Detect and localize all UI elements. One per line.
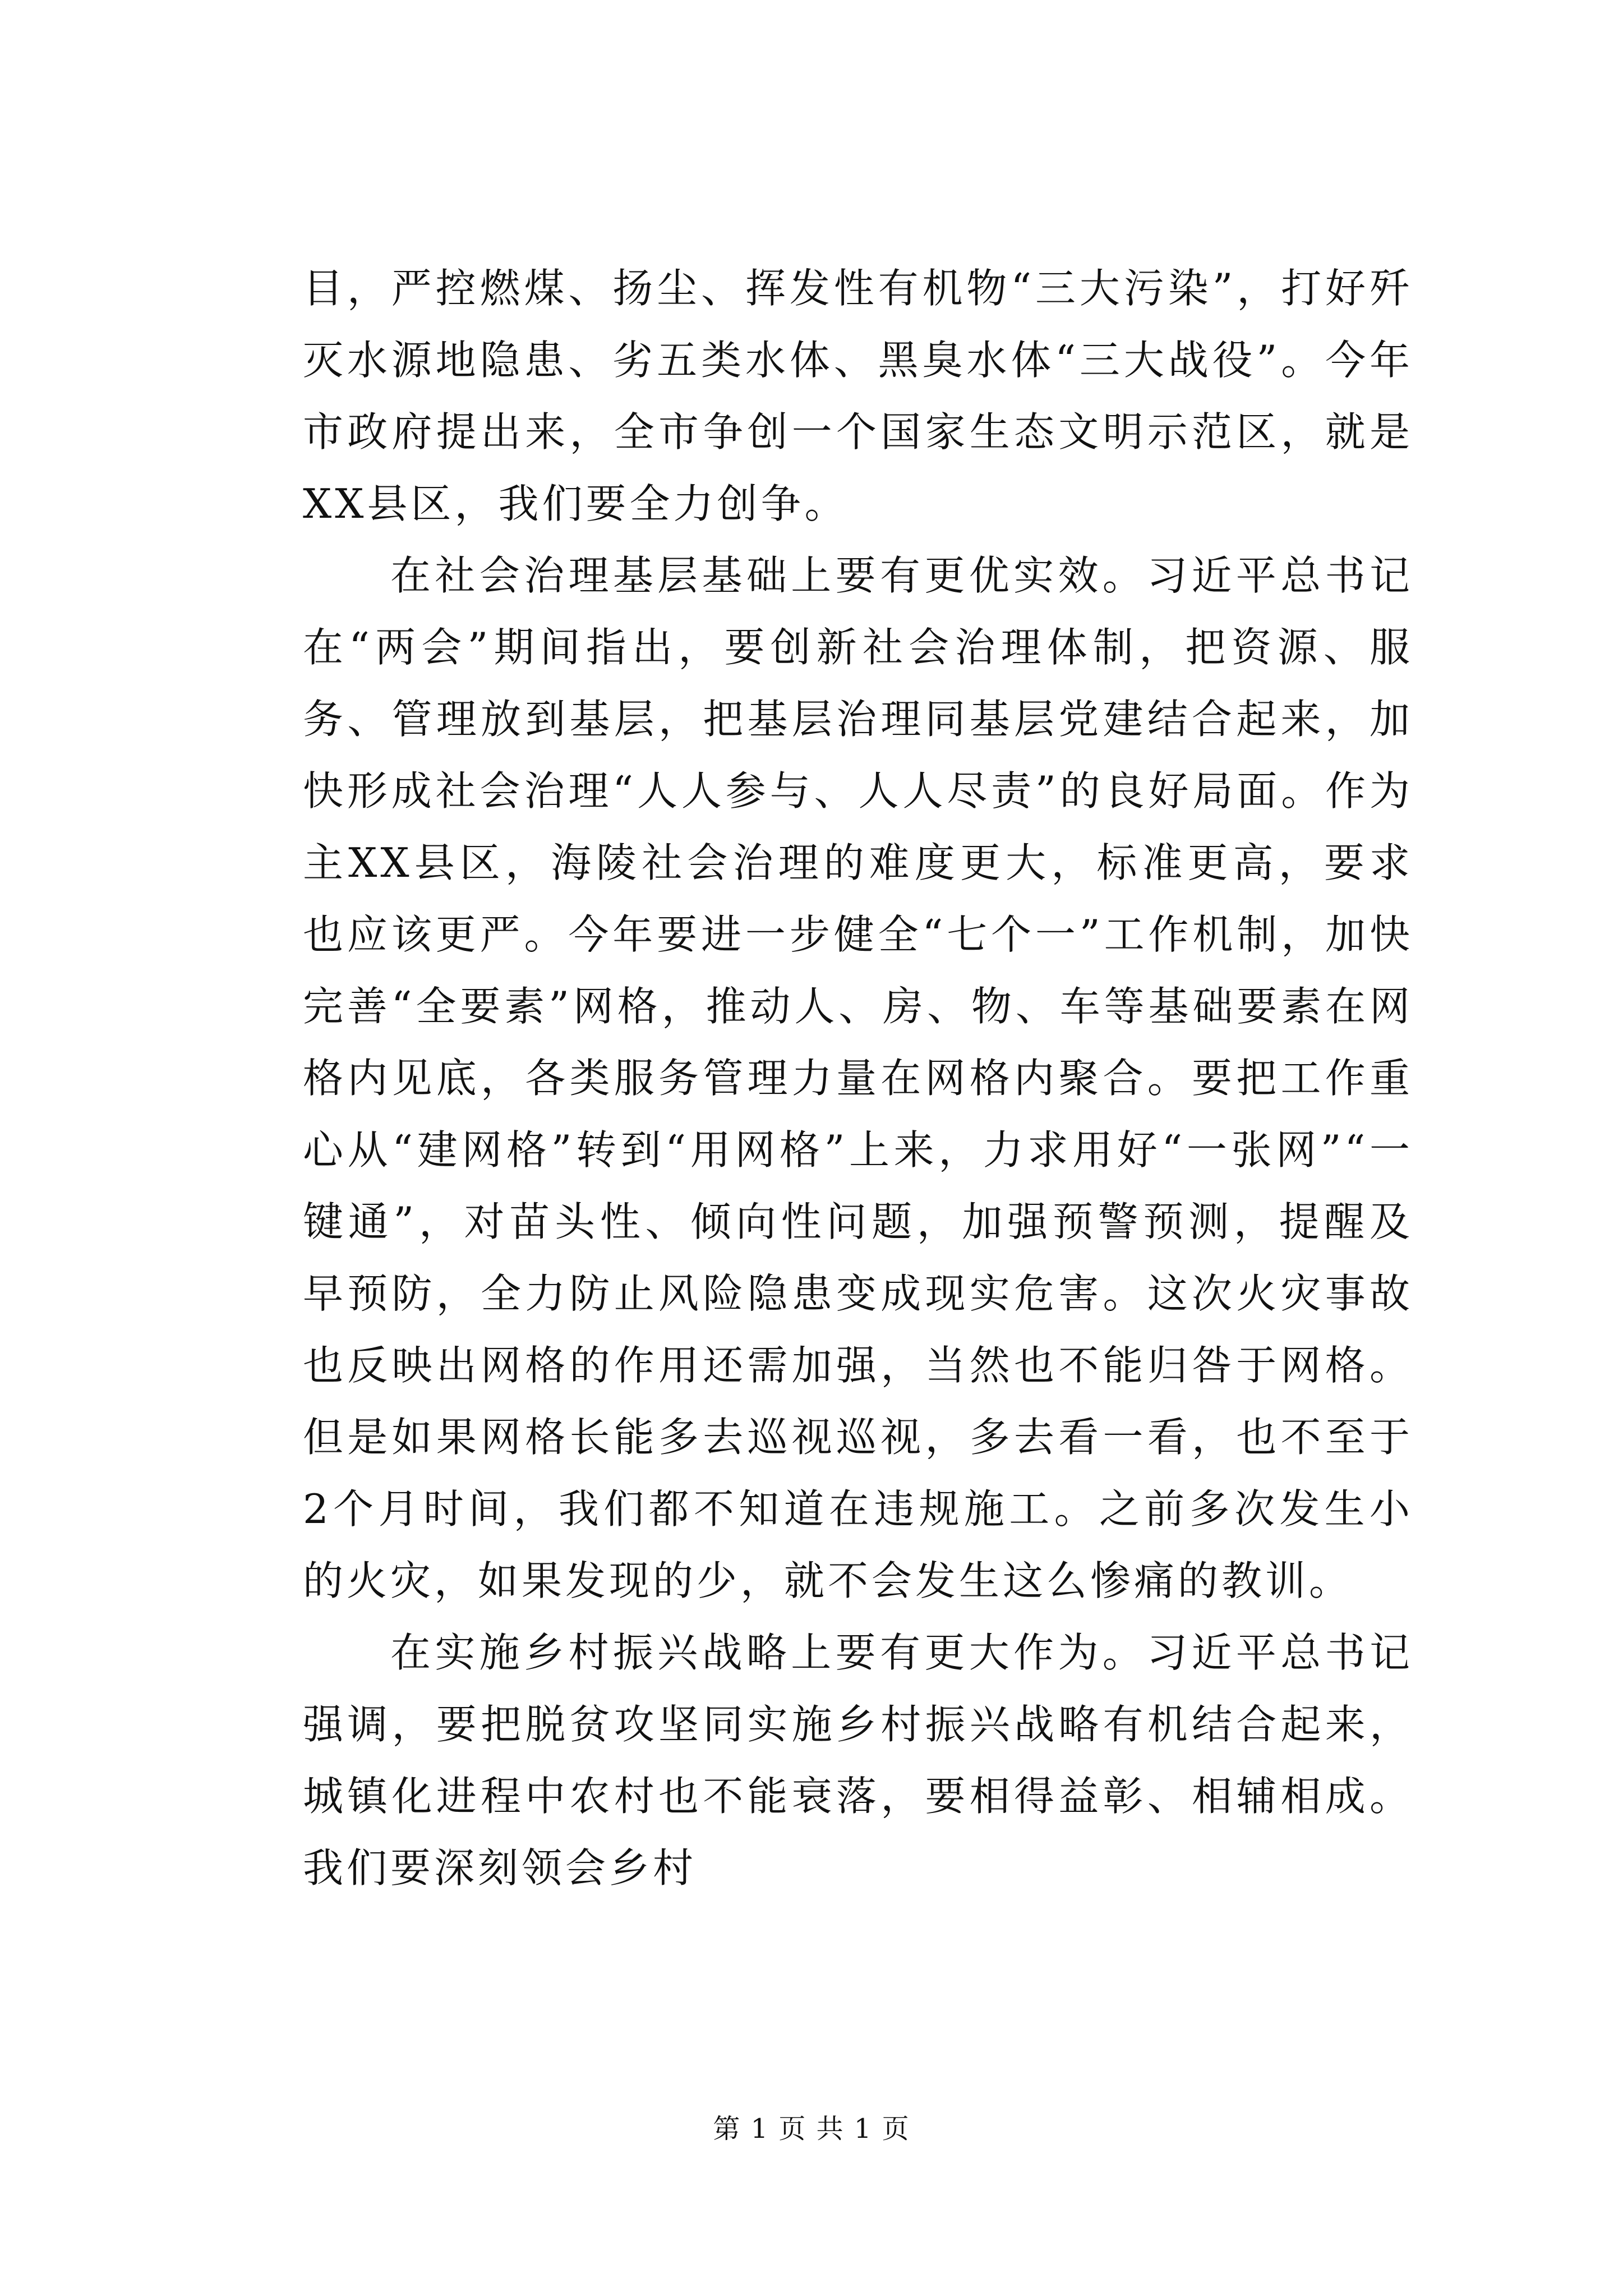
paragraph-3: 在实施乡村振兴战略上要有更大作为。习近平总书记强调，要把脱贫攻坚同实施乡村振兴战略有机结合起来，城镇化进程中农村也不能衰落，要相得益彰、相辅相成。我们要深刻领会乡村 [303, 1629, 1413, 1892]
page-number-footer: 第 1 页 共 1 页 [713, 2113, 910, 2145]
document-body [303, 252, 1413, 1904]
paragraph-2: 在社会治理基层基础上要有更优实效。习近平总书记在“两会”期间指出，要创新社会治理体制，把资源、服务、管理放到基层，把基层治理同基层党建结合起来，加快形成社会治理“人人参与、人人尽责”的良好局面。作为主XX县区，海陵社会治理的难度更大，标准更高，要求也应该更严。今年要进一步健全“七个一”工作机制，加快完善“全要素”网格，推动人、房、物、车等基础要素在网格内见底，各类服务管理力量在网格内聚合。要把工作重心从“建网格”转到“用网格”上来，力求用好“一张网”“一键通”，对苗头性、倾向性问题，加强预警预测，提醒及早预防，全力防止风险隐患变成现实危害。这次火灾事故也反映出网格的作用还需加强，当然也不能归咎于网格。但是如果网格长能多去巡视巡视，多去看一看，也不至于2个月时间，我们都不知道在违规施工。之前多次发生小的火灾，如果发现的少，就不会发生这么惨痛的教训。 [303, 552, 1413, 1604]
paragraph-1: 目，严控燃煤、扬尘、挥发性有机物“三大污染”，打好歼灭水源地隐患、劣五类水体、黑臭水体“三大战役”。今年市政府提出来，全市争创一个国家生态文明示范区，就是XX县区，我们要全力创争。 [303, 265, 1413, 527]
